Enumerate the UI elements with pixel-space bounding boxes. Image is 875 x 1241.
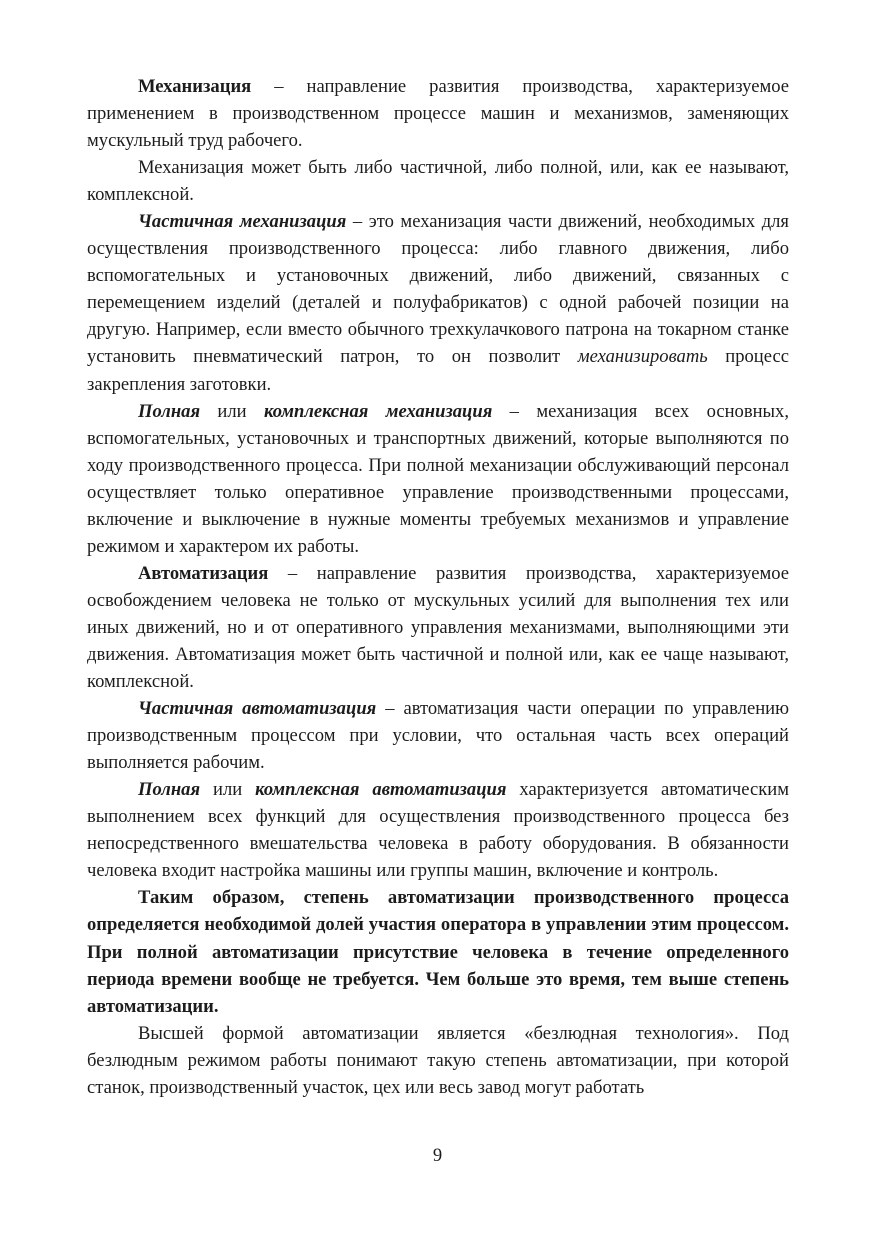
- page-body: [87, 73, 789, 1101]
- term-partial-mechanization: Частичная механизация: [138, 211, 347, 233]
- paragraph-mechanization-types: [87, 154, 789, 208]
- conclusion-text: Таким образом, степень автоматизации производственного процесса определяется необходимой долей участия оператора в управлении этим процессом. При полной автоматизации присутствие человека в течение определенного периода времени вообще не требуется. Чем больше это время, тем выше степень автоматизации.: [87, 887, 789, 1017]
- text-run: – автоматизация части операции по управлению производственным процессом при условии, что остальная часть всех операций выполняется рабочим.: [87, 698, 789, 774]
- text-run: – это механизация части движений, необходимых для осуществления производственного процесса: либо главного движения, либо вспомогательных и установочных движений, либо движений, связанных с перемещением изделий (деталей и полуфабрикатов) с одной рабочей позиции на другую. Например, если вместо обычного трехкулачкового патрона на токарном станке установить пневматический патрон, то он позволит: [87, 211, 789, 368]
- term-complex-mechanization: комплексная механизация: [263, 400, 493, 422]
- text-run: Механизация может быть либо частичной, либо полной, или, как ее называют, комплексной.: [87, 157, 789, 206]
- paragraph-complex-automation: [87, 776, 789, 884]
- paragraph-automation-definition: [87, 560, 789, 695]
- text-run: или: [200, 400, 264, 422]
- paragraph-mechanization-definition: [87, 73, 789, 154]
- paragraph-partial-automation: [87, 695, 789, 776]
- term-full: Полная: [138, 779, 201, 801]
- emphasis-mechanize: механизировать: [577, 346, 708, 368]
- paragraph-conclusion: [87, 884, 789, 1019]
- text-run: характеризуется автоматическим выполнением всех функций для осуществления производственного процесса без непосредственного вмешательства человека в работу оборудования. В обязанности человека входит настройка машины или группы машин, включение и контроль.: [87, 779, 790, 882]
- term-automation: Автоматизация: [138, 562, 269, 584]
- page-number: 9: [432, 1145, 443, 1166]
- term-full: Полная: [138, 400, 201, 422]
- term-mechanization: Механизация: [138, 76, 252, 97]
- text-run: – направление развития производства, характеризуемое применением в производственном процессе машин и механизмов, заменяющих мускульный труд рабочего.: [87, 76, 789, 152]
- paragraph-complex-mechanization: [87, 398, 789, 560]
- paragraph-unmanned-technology: [87, 1020, 789, 1101]
- text-run: или: [200, 779, 256, 801]
- term-partial-automation: Частичная автоматизация: [138, 698, 377, 720]
- term-complex-automation: комплексная автоматизация: [255, 779, 507, 801]
- text-run: процесс закрепления заготовки.: [87, 346, 789, 395]
- text-run: – механизация всех основных, вспомогательных, установочных и транспортных движений, которые выполняются по ходу производственного процесса. При полной механизации обслуживающий персонал осуществляет только оперативное управление производственными процессами, включение и выключение в нужные моменты требуемых механизмов и управление режимом и характером их работы.: [87, 400, 789, 557]
- paragraph-partial-mechanization: [87, 208, 789, 397]
- text-run: – направление развития производства, характеризуемое освобождением человека не только от мускульных усилий для выполнения тех или иных движений, но и от оперативного управления механизмами, выполняющими эти движения. Автоматизация может быть частичной и полной или, как ее чаще называют, комплексной.: [87, 562, 789, 693]
- text-run: Высшей формой автоматизации является «безлюдная технология». Под безлюдным режимом работы понимают такую степень автоматизации, при которой станок, производственный участок, цех или весь завод могут работать: [87, 1022, 789, 1098]
